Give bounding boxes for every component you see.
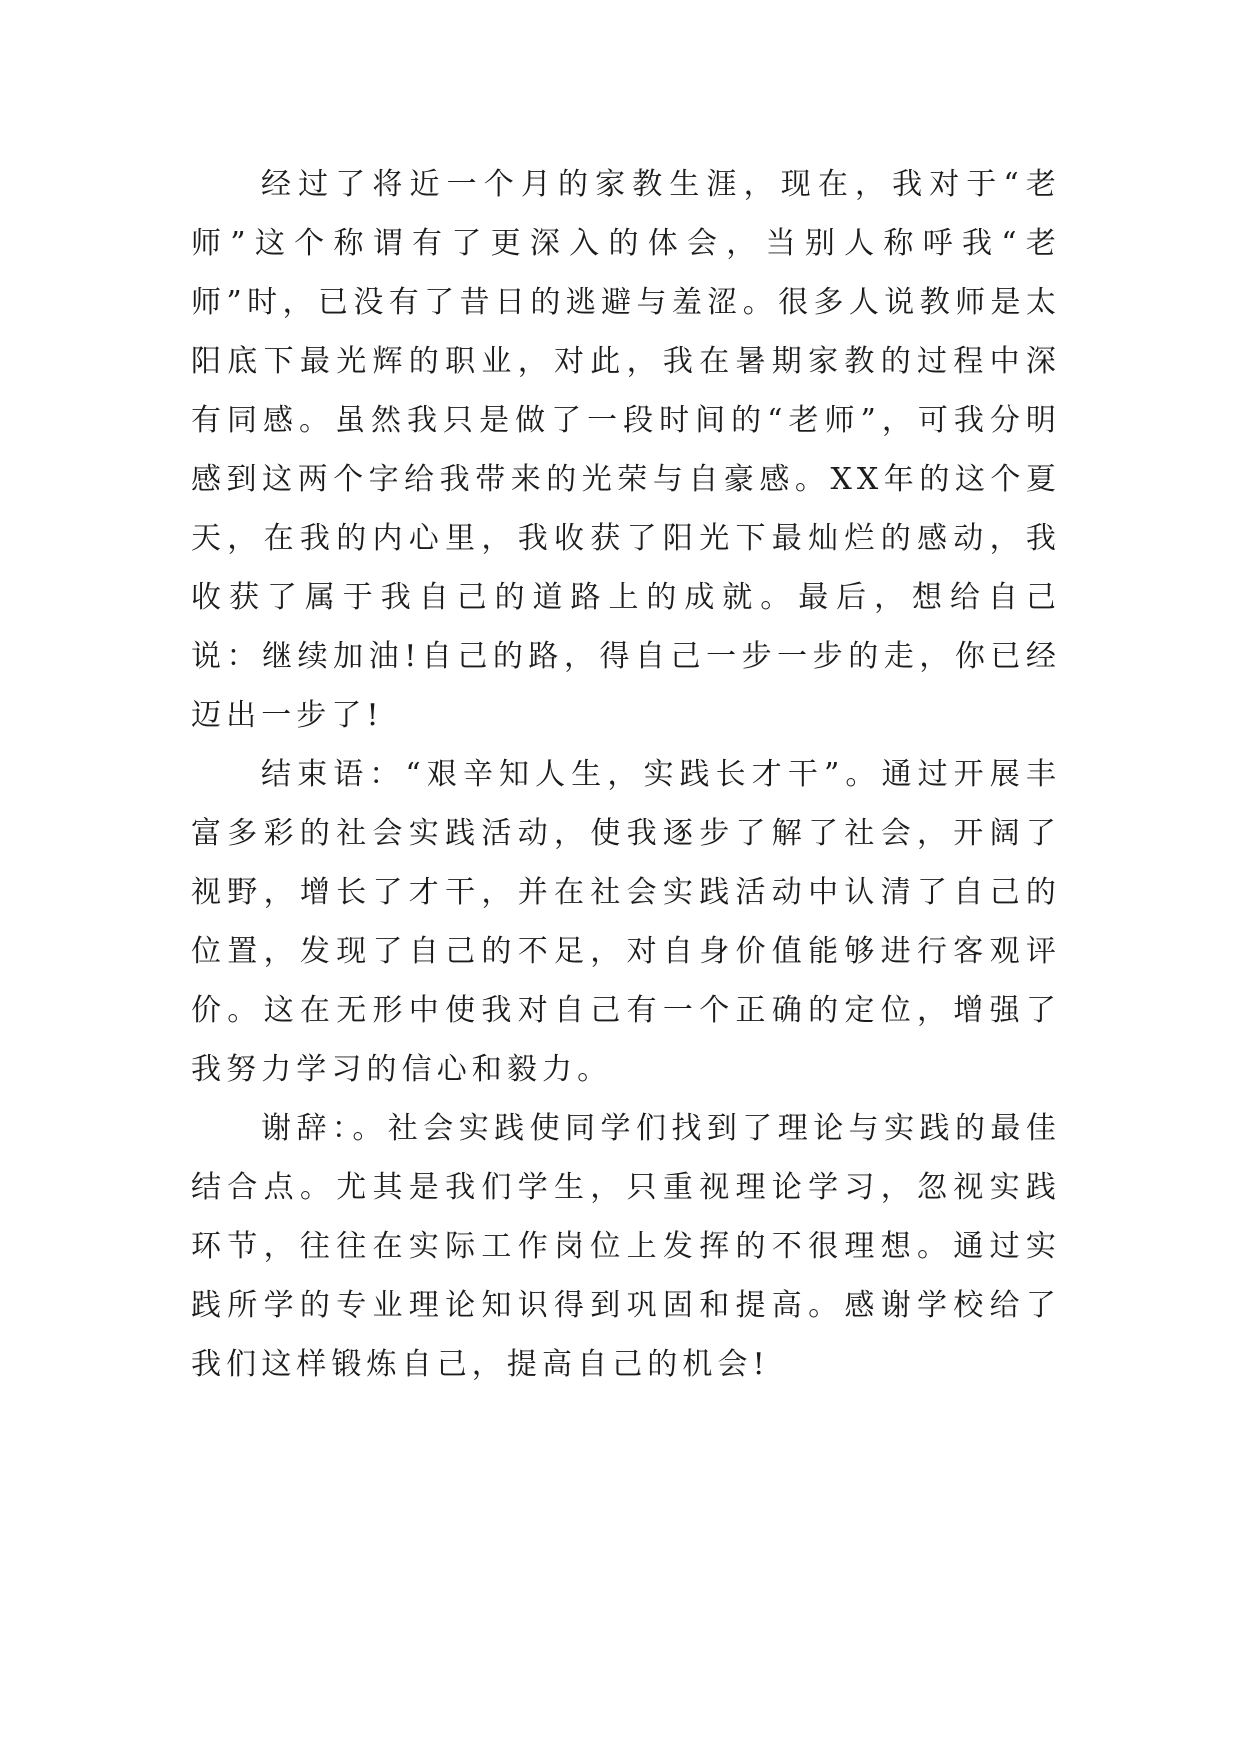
paragraph-conclusion: 结束语：“艰辛知人生，实践长才干”。通过开展丰富多彩的社会实践活动，使我逐步了解了社会，开阔了视野，增长了才干，并在社会实践活动中认清了自己的位置，发现了自己的不足，对自身价值能够进行客观评价。这在无形中使我对自己有一个正确的定位，增强了我努力学习的信心和毅力。: [191, 757, 1061, 1087]
document-body: [191, 155, 1061, 1394]
paragraph-acknowledgements: 谢辞：。社会实践使同学们找到了理论与实践的最佳结合点。尤其是我们学生，只重视理论学习，忽视实践环节，往往在实际工作岗位上发挥的不很理想。通过实践所学的专业理论知识得到巩固和提高。感谢学校给了我们这样锻炼自己，提高自己的机会!: [191, 1111, 1061, 1382]
paragraph-tutoring-reflection: 经过了将近一个月的家教生涯，现在，我对于“老师”这个称谓有了更深入的体会，当别人称呼我“老师”时，已没有了昔日的逃避与羞涩。很多人说教师是太阳底下最光辉的职业，对此，我在暑期家教的过程中深有同感。虽然我只是做了一段时间的“老师”，可我分明感到这两个字给我带来的光荣与自豪感。XX年的这个夏天，在我的内心里，我收获了阳光下最灿烂的感动，我收获了属于我自己的道路上的成就。最后，想给自己说：继续加油!自己的路，得自己一步一步的走，你已经迈出一步了!: [191, 167, 1061, 733]
